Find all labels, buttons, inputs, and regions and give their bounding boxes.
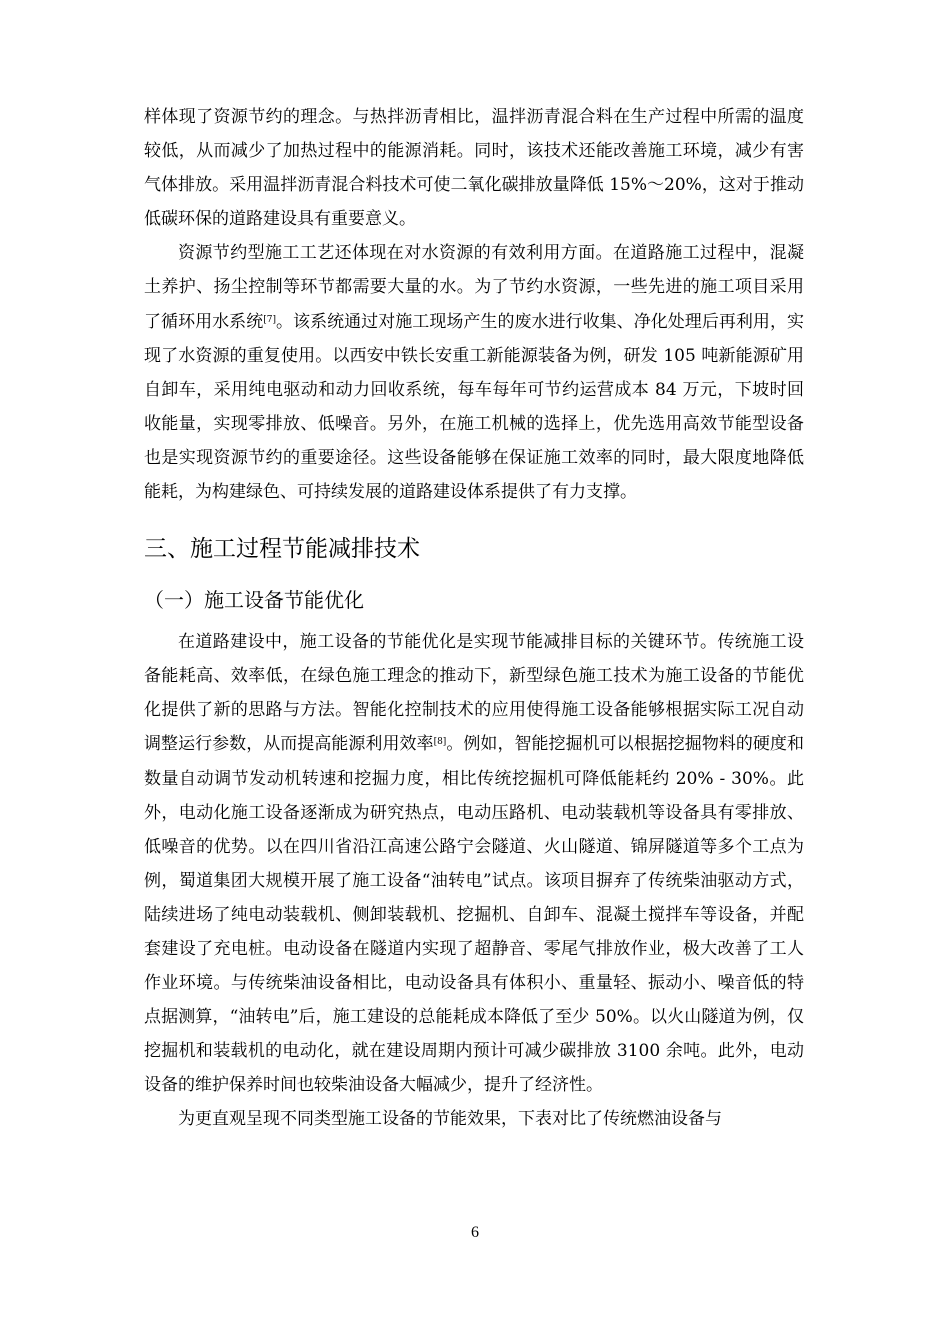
- citation-ref: [7]: [263, 314, 276, 325]
- page-body: [144, 100, 804, 1137]
- paragraph-warm-mix-asphalt: 样体现了资源节约的理念。与热拌沥青相比，温拌沥青混合料在生产过程中所需的温度较低，从而减少了加热过程中的能源消耗。同时，该技术还能改善施工环境，减少有害气体排放。采用温拌沥青混合料技术可使二氧化碳排放量降低 15%～20%，这对于推动低碳环保的道路建设具有重要意义。: [144, 107, 804, 230]
- paragraph-text: 。该系统通过对施工现场产生的废水进行收集、净化处理后再利用，实现了水资源的重复使用。以西安中铁长安重工新能源装备为例，研发 105 吨新能源矿用自卸车，采用纯电驱动和动力回收系统，每车每年可节约运营成本 84 万元，下坡时回收能量，实现零排放、低噪音。另外，在施工机械的选择上，优先选用高效节能型设备也是实现资源节约的重要途径。这些设备能够在保证施工效率的同时，最大限度地降低能耗，为构建绿色、可持续发展的道路建设体系提供了有力支撑。: [144, 311, 805, 503]
- paragraph-equipment-optimization: [144, 625, 804, 1102]
- paragraph-water-resources: [144, 236, 804, 509]
- section-heading: 三、施工过程节能减排技术: [144, 536, 420, 563]
- paragraph-text: 资源节约型施工工艺还体现在对水资源的有效利用方面。在道路施工过程中，混凝土养护、扬尘控制等环节都需要大量的水。为了节约水资源，一些先进的施工项目采用了循环用水系统: [144, 243, 804, 332]
- citation-ref: [8]: [433, 737, 447, 748]
- paragraph-table-intro: 为更直观呈现不同类型施工设备的节能效果，下表对比了传统燃油设备与: [178, 1109, 722, 1130]
- paragraph-text: 在道路建设中，施工设备的节能优化是实现节能减排目标的关键环节。传统施工设备能耗高、效率低，在绿色施工理念的推动下，新型绿色施工技术为施工设备的节能优化提供了新的思路与方法。智能化控制技术的应用使得施工设备能够根据实际工况自动调整运行参数，从而提高能源利用效率: [144, 632, 804, 755]
- paragraph-text: 。例如，智能挖掘机可以根据挖掘物料的硬度和数量自动调节发动机转速和挖掘力度，相比传统挖掘机可降低能耗约 20% - 30%。此外，电动化施工设备逐渐成为研究热点，电动压路机、电动装载机等设备具有零排放、低噪音的优势。以在四川省沿江高速公路宁会隧道、火山隧道、锦屏隧道等多个工点为例，蜀道集团大规模开展了施工设备“油转电”试点。该项目摒弃了传统柴油驱动方式，陆续进场了纯电动装载机、侧卸装载机、挖掘机、自卸车、混凝土搅拌车等设备，并配套建设了充电桩。电动设备在隧道内实现了超静音、零尾气排放作业，极大改善了工人作业环境。与传统柴油设备相比，电动设备具有体积小、重量轻、振动小、噪音低的特点据测算，“油转电”后，施工建设的总能耗成本降低了至少 50%。以火山隧道为例，仅挖掘机和装载机的电动化，就在建设周期内预计可减少碳排放 3100 余吨。此外，电动设备的维护保养时间也较柴油设备大幅减少，提升了经济性。: [144, 734, 805, 1096]
- page-number: 6: [471, 1224, 479, 1241]
- subsection-heading: （一）施工设备节能优化: [144, 588, 364, 613]
